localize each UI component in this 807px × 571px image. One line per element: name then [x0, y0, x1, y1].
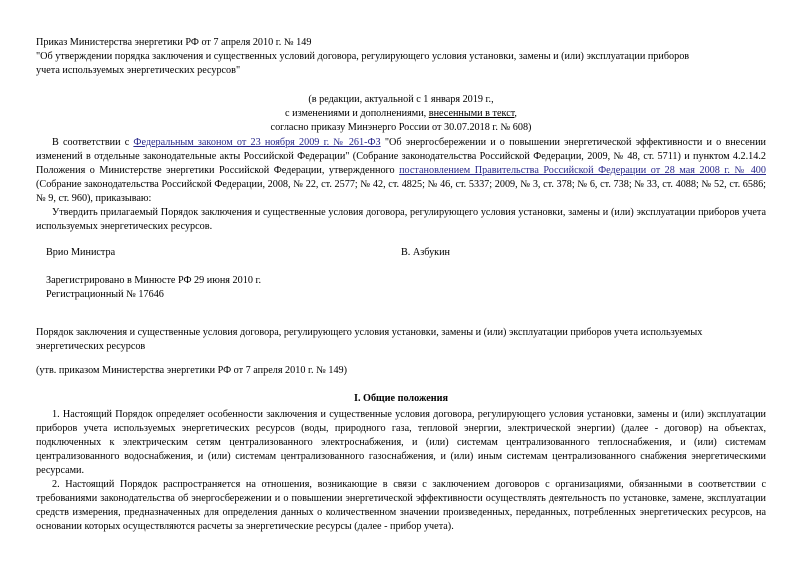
preamble-text-2: "Об энергосбережении и о повышении энергетической эффективности и о внесении изменений в отдельные законодательные акты Российской Федерации" (Собрание законодательства Российской Федерации, 2009, № 48, ст. 5711) и пунктом 4.2.14.2 Положения о Министерстве энергетики Российской Федерации, утвержденного [36, 137, 766, 177]
order-title: Приказ Министерства энергетики РФ от 7 апреля 2010 г. № 149 [36, 37, 312, 48]
government-decree-link[interactable]: постановлением Правительства Российской Федерации от 28 мая 2008 г. № 400 [399, 165, 766, 177]
order-header [36, 36, 766, 78]
paragraph-1: 1. Настоящий Порядок определяет особенности заключения и существенные условия договора, регулирующего условия установки, замены и (или) эксплуатации приборов учета используемых энергетических ресурсов (воды, природного газа, тепловой энергии, электрической энергии) (далее - договор) на объектах, подключенных к электрическим сетям централизованного электроснабжения, и (или) системам централизованного теплоснабжения, и (или) системам централизованного водоснабжения, и (или) системам централизованного газоснабжения, и (или) иным системам централизованного снабжения энергетическими ресурсами. [36, 409, 766, 477]
signatory-position: Врио Министра [46, 247, 116, 258]
approve-paragraph: Утвердить прилагаемый Порядок заключения и существенные условия договора, регулирующего условия установки, замены и (или) эксплуатации приборов учета используемых энергетических ресурсов. [36, 207, 766, 233]
paragraph-2: 2. Настоящий Порядок распространяется на отношения, возникающие в связи с заключением договоров с организациями, обязанными в соответствии с требованиями законодательства об энергосбережении и о повышении энергетической эффективности осуществлять деятельность по установке, замене, эксплуатации средств измерения, предназначенных для определения данных о количественном значении произведенных, переданных, потребленных энергетических ресурсов, на основании которых осуществляются расчеты за энергетические ресурсы (далее - прибор учета). [36, 479, 766, 533]
preamble-text-1: В соответствии с [52, 137, 134, 148]
edition-line-1: (в редакции, актуальной с 1 января 2019 г., [308, 94, 494, 105]
procedure-title: Порядок заключения и существенные условия договора, регулирующего условия установки, замены и (или) эксплуатации приборов учета используемых энергетических ресурсов [36, 327, 703, 353]
edition-line-3: согласно приказу Минэнерго России от 30.07.2018 г. № 608) [270, 122, 532, 134]
edition-line-2 [36, 107, 766, 121]
preamble-text-3: (Собрание законодательства Российской Федерации, 2008, № 22, ст. 2577; № 42, ст. 4825; № 46, ст. 5337; 2009, № 3, ст. 378; № 6, ст. 738; № 33, ст. 4088; № 52, ст. 6586; № 9, ст. 960), приказываю: [36, 179, 766, 205]
order-subject-line-1: "Об утверждении порядка заключения и существенных условий договора, регулирующего условия установки, замены и (или) эксплуатации приборов [36, 51, 690, 63]
signatory-name: В. Азбукин [401, 247, 451, 258]
federal-law-link[interactable]: Федеральным законом от 23 ноября 2009 г. № 261-ФЗ [133, 137, 381, 148]
edition-line-2-comma: , [514, 108, 517, 120]
approved-by-note: (утв. приказом Министерства энергетики РФ от 7 апреля 2010 г. № 149) [36, 365, 348, 376]
registration-number: Регистрационный № 17646 [46, 289, 164, 301]
edition-note [36, 93, 766, 135]
edition-amendments-link[interactable]: внесенными в текст [428, 108, 515, 120]
registration-date: Зарегистрировано в Минюсте РФ 29 июня 2010 г. [46, 275, 262, 286]
preamble-paragraph [36, 136, 766, 206]
order-subject-line-2: учета используемых энергетических ресурсов" [36, 65, 241, 77]
section-heading: I. Общие положения [353, 393, 449, 404]
registration-info [46, 274, 261, 302]
edition-line-2-text: с изменениями и дополнениями, [285, 108, 429, 120]
